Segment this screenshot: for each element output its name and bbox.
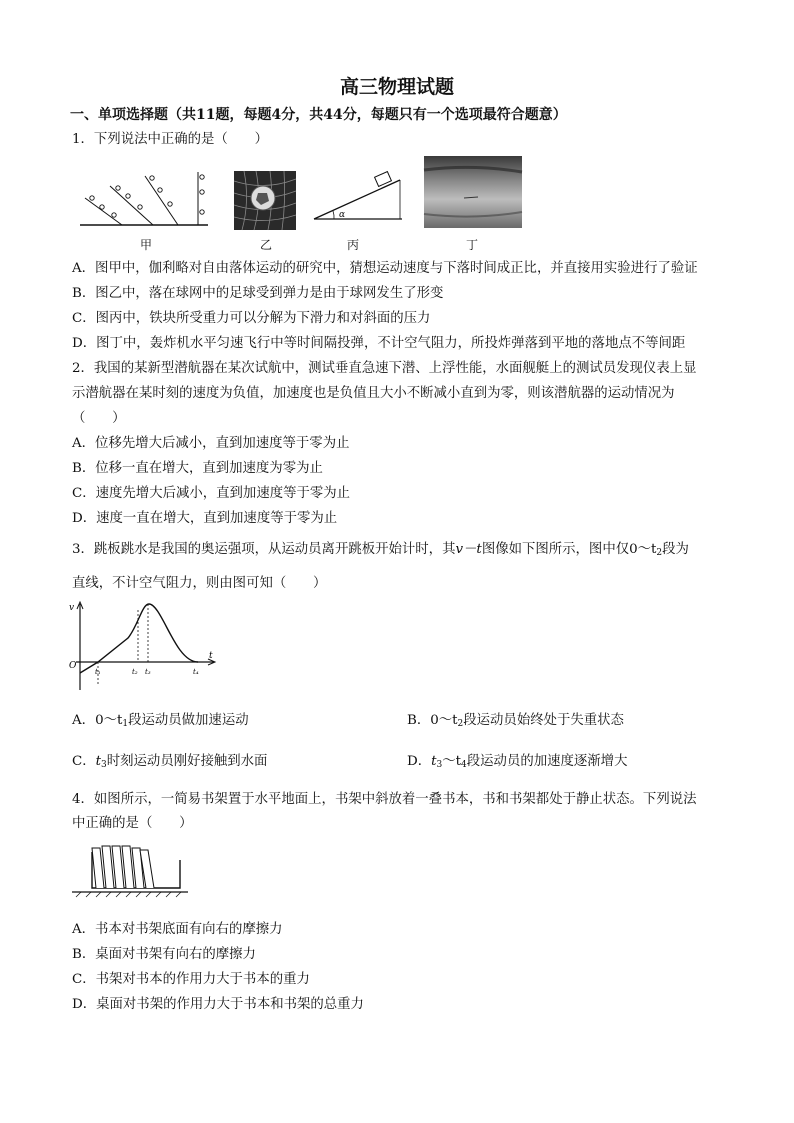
q2-stem-line3: （ ）: [72, 411, 126, 426]
q4-option-b[interactable]: B．桌面对书架有向右的摩擦力: [72, 947, 256, 962]
q2-option-d[interactable]: D．速度一直在增大，直到加速度等于零为止: [72, 511, 338, 526]
q1-option-c[interactable]: C．图丙中，铁块所受重力可以分解为下滑力和对斜面的压力: [72, 311, 431, 326]
axis-v-label: v: [69, 603, 75, 613]
section-heading: 一、单项选择题（共11题，每题4分，共44分，每题只有一个选项最符合题意）: [70, 107, 567, 123]
figure-ding-bomber-photo: [424, 156, 522, 228]
tick-t3: t₃: [145, 668, 151, 676]
q2-stem-line2: 示潜航器在某时刻的速度为负值，加速度也是负值且大小不断减小直到为零，则该潜航器的运动情况为: [72, 386, 675, 401]
q3-option-a[interactable]: A．$0\sim t_1$段运动员做加速运动: [72, 713, 249, 729]
q4-stem-line2: 中正确的是（ ）: [72, 816, 193, 831]
tick-t1: t₁: [95, 668, 101, 676]
alpha-label: α: [339, 210, 346, 220]
q1-option-b[interactable]: B．图乙中，落在球网中的足球受到弹力是由于球网发生了形变: [72, 286, 444, 301]
q4-bookshelf-figure: [72, 842, 190, 898]
figure-bing-incline: [312, 170, 404, 222]
caption-yi: 乙: [259, 238, 272, 252]
axis-t-label: t: [209, 651, 213, 661]
q3-option-b[interactable]: B．$0\sim t_2$段运动员始终处于失重状态: [407, 713, 624, 729]
caption-bing: 丙: [346, 238, 359, 252]
q2-stem-line1: 2．我国的某新型潜航器在某次试航中，测试垂直急速下潜、上浮性能，水面舰艇上的测试员发现仪表上显: [72, 361, 697, 376]
figure-yi-football-net: [234, 171, 296, 230]
q4-option-a[interactable]: A．书本对书架底面有向右的摩擦力: [72, 922, 283, 937]
q3-option-c[interactable]: C．$t_3$时刻运动员刚好接触到水面: [72, 754, 268, 770]
q2-option-b[interactable]: B．位移一直在增大，直到加速度为零为止: [72, 461, 323, 476]
tick-t4: t₄: [193, 668, 199, 676]
figure-jia: [80, 168, 210, 230]
q4-stem-line1: 4．如图所示，一简易书架置于水平地面上，书架中斜放着一叠书本，书和书架都处于静止状态。下列说法: [72, 792, 697, 807]
caption-ding: 丁: [465, 238, 478, 252]
q3-option-d[interactable]: D．$t_3\sim t_4$段运动员的加速度逐渐增大: [407, 754, 628, 770]
q1-option-d[interactable]: D．图丁中，轰炸机水平匀速飞行中等时间隔投弹，不计空气阻力，所投炸弹落到平地的落地点不等间距: [72, 336, 686, 351]
q4-option-c[interactable]: C．书架对书本的作用力大于书本的重力: [72, 972, 310, 987]
q4-option-d[interactable]: D．桌面对书架的作用力大于书本和书架的总重力: [72, 997, 364, 1012]
q1-option-a[interactable]: A．图甲中，伽利略对自由落体运动的研究中，猜想运动速度与下落时间成正比，并直接用实验进行了验证: [72, 261, 698, 276]
q3-vt-graph: [68, 600, 218, 692]
caption-jia: 甲: [139, 238, 152, 252]
tick-t2: t₂: [132, 668, 138, 676]
origin-label: O: [69, 661, 77, 671]
q3-stem-line1: 3．跳板跳水是我国的奥运强项，从运动员离开跳板开始计时，其v－t图像如下图所示，图中仅$0\sim t_2$段为: [72, 542, 689, 558]
q3-stem-line2: 直线，不计空气阻力，则由图可知（ ）: [72, 576, 327, 591]
page-title: 高三物理试题: [339, 76, 454, 98]
q2-option-a[interactable]: A．位移先增大后减小，直到加速度等于零为止: [72, 436, 350, 451]
q1-stem: 1．下列说法中正确的是（ ）: [72, 132, 268, 147]
q2-option-c[interactable]: C．速度先增大后减小，直到加速度等于零为止: [72, 486, 351, 501]
